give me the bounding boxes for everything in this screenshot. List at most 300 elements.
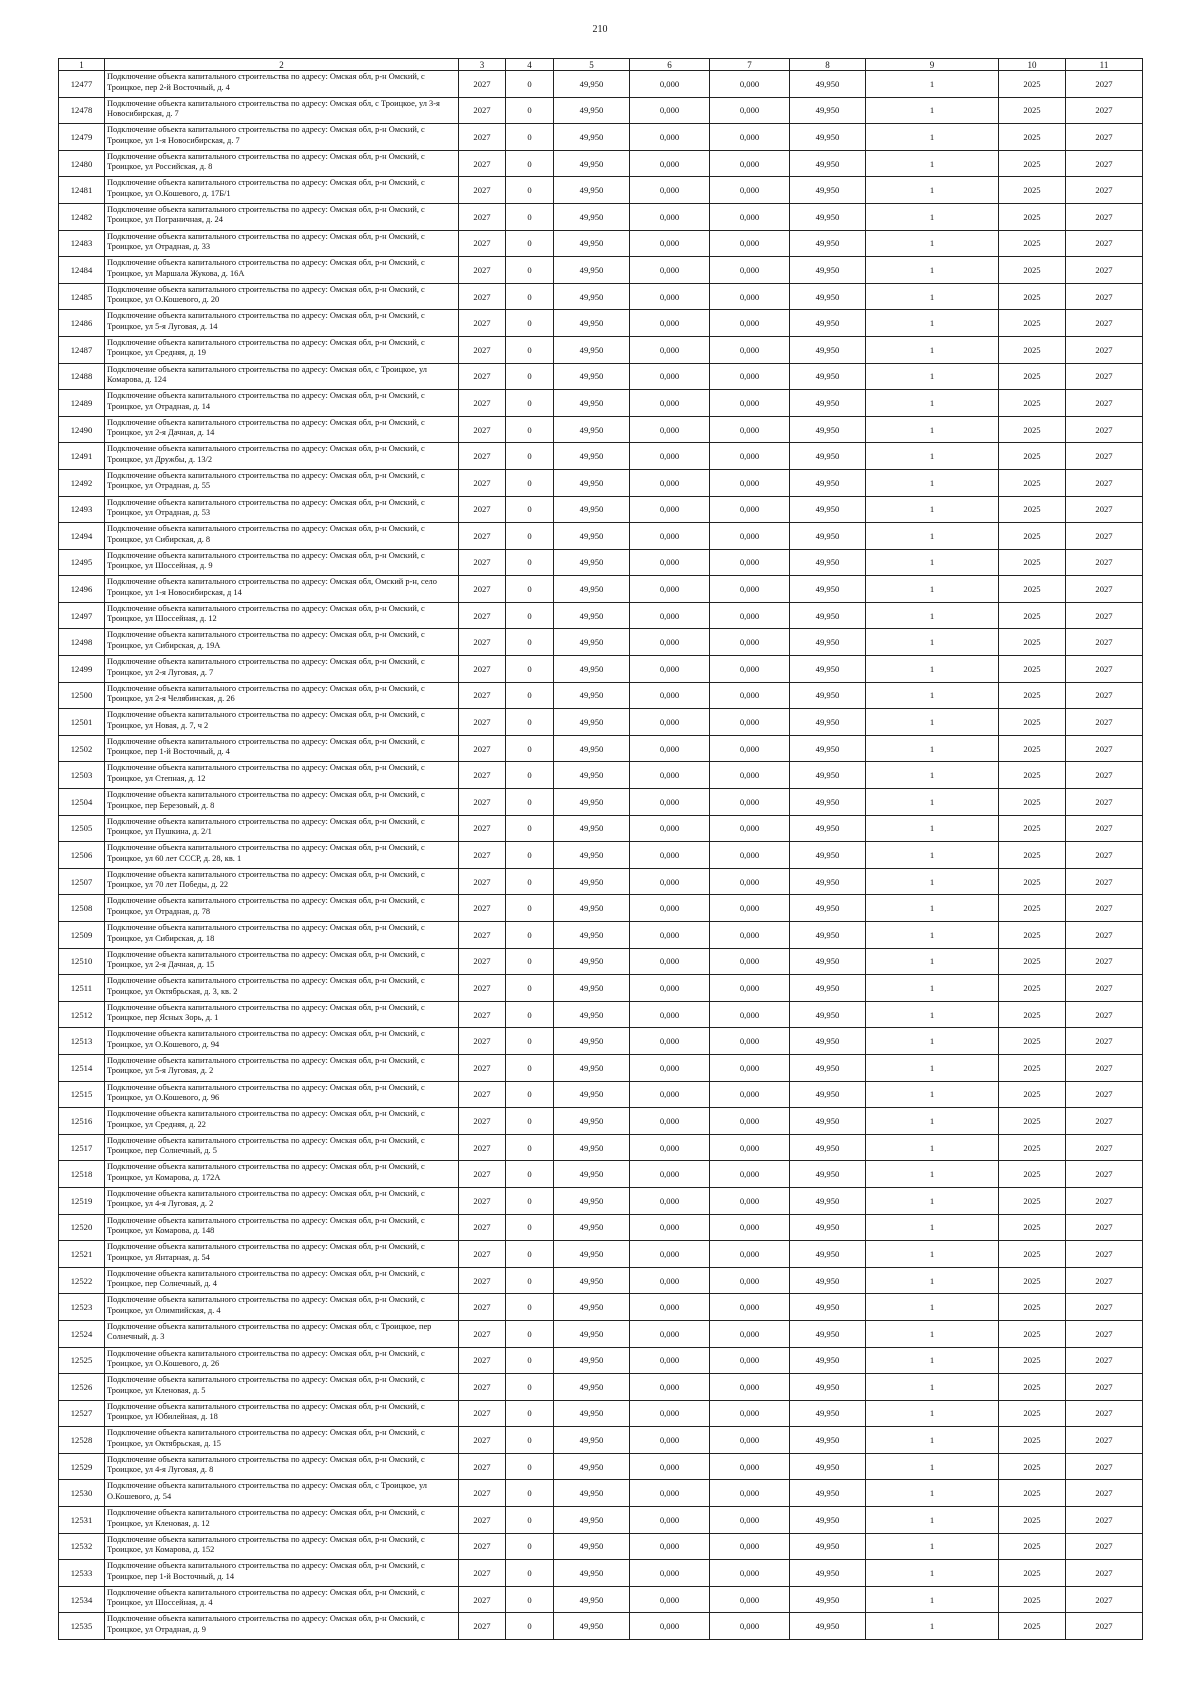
end-year-cell: 2027	[1066, 124, 1143, 151]
col4-cell: 0	[506, 310, 554, 337]
end-year-cell: 2027	[1066, 177, 1143, 204]
col7-cell: 0,000	[710, 1134, 790, 1161]
year-cell: 2027	[459, 576, 506, 603]
col4-cell: 0	[506, 895, 554, 922]
col8-cell: 49,950	[790, 1320, 866, 1347]
start-year-cell: 2025	[999, 310, 1066, 337]
row-number-cell: 12527	[59, 1400, 105, 1427]
end-year-cell: 2027	[1066, 496, 1143, 523]
table-row	[59, 1613, 1143, 1640]
start-year-cell: 2025	[999, 416, 1066, 443]
end-year-cell: 2027	[1066, 150, 1143, 177]
year-cell: 2027	[459, 1453, 506, 1480]
col7-cell: 0,000	[710, 1241, 790, 1268]
col6-cell: 0,000	[630, 390, 710, 417]
start-year-cell: 2025	[999, 868, 1066, 895]
description-cell: Подключение объекта капитального строительства по адресу: Омская обл, р-н Омский, с Троицкое, ул Отрадная, д. 9	[105, 1613, 459, 1640]
description-cell: Подключение объекта капитального строительства по адресу: Омская обл, р-н Омский, с Троицкое, ул Октябрьская, д. 15	[105, 1427, 459, 1454]
col5-cell: 49,950	[554, 1028, 630, 1055]
col6-cell: 0,000	[630, 1161, 710, 1188]
table-row	[59, 1081, 1143, 1108]
col6-cell: 0,000	[630, 1081, 710, 1108]
col9-cell: 1	[866, 283, 999, 310]
table-row	[59, 1187, 1143, 1214]
description-cell: Подключение объекта капитального строительства по адресу: Омская обл, р-н Омский, с Троицкое, ул Сибирская, д. 8	[105, 523, 459, 550]
table-row	[59, 842, 1143, 869]
col5-cell: 49,950	[554, 1241, 630, 1268]
col4-cell: 0	[506, 1320, 554, 1347]
start-year-cell: 2025	[999, 1081, 1066, 1108]
col5-cell: 49,950	[554, 310, 630, 337]
start-year-cell: 2025	[999, 71, 1066, 98]
start-year-cell: 2025	[999, 1001, 1066, 1028]
col9-cell: 1	[866, 602, 999, 629]
row-number-cell: 12533	[59, 1560, 105, 1587]
col6-cell: 0,000	[630, 1374, 710, 1401]
description-cell: Подключение объекта капитального строительства по адресу: Омская обл, р-н Омский, с Троицкое, ул Российская, д. 8	[105, 150, 459, 177]
table-row	[59, 230, 1143, 257]
col9-cell: 1	[866, 1134, 999, 1161]
col8-cell: 49,950	[790, 1400, 866, 1427]
start-year-cell: 2025	[999, 1480, 1066, 1507]
table-header	[59, 59, 1143, 71]
col5-cell: 49,950	[554, 1187, 630, 1214]
start-year-cell: 2025	[999, 390, 1066, 417]
col9-cell: 1	[866, 1108, 999, 1135]
description-cell: Подключение объекта капитального строительства по адресу: Омская обл, р-н Омский, с Троицкое, ул Комарова, д. 148	[105, 1214, 459, 1241]
row-number-cell: 12499	[59, 656, 105, 683]
row-number-cell: 12521	[59, 1241, 105, 1268]
end-year-cell: 2027	[1066, 602, 1143, 629]
col9-cell: 1	[866, 895, 999, 922]
row-number-cell: 12478	[59, 97, 105, 124]
col9-cell: 1	[866, 1560, 999, 1587]
col8-cell: 49,950	[790, 1427, 866, 1454]
col8-cell: 49,950	[790, 336, 866, 363]
col4-cell: 0	[506, 842, 554, 869]
description-cell: Подключение объекта капитального строительства по адресу: Омская обл, р-н Омский, с Троицкое, пер 2-й Восточный, д. 4	[105, 71, 459, 98]
col4-cell: 0	[506, 709, 554, 736]
col6-cell: 0,000	[630, 895, 710, 922]
col9-cell: 1	[866, 815, 999, 842]
description-cell: Подключение объекта капитального строительства по адресу: Омская обл, р-н Омский, с Троицкое, ул Дружбы, д. 13/2	[105, 443, 459, 470]
row-number-cell: 12519	[59, 1187, 105, 1214]
col8-cell: 49,950	[790, 576, 866, 603]
col9-cell: 1	[866, 257, 999, 284]
row-number-cell: 12528	[59, 1427, 105, 1454]
column-header: 1	[59, 59, 105, 71]
col5-cell: 49,950	[554, 895, 630, 922]
col6-cell: 0,000	[630, 762, 710, 789]
year-cell: 2027	[459, 363, 506, 390]
end-year-cell: 2027	[1066, 1187, 1143, 1214]
col7-cell: 0,000	[710, 1480, 790, 1507]
column-header: 5	[554, 59, 630, 71]
col6-cell: 0,000	[630, 735, 710, 762]
start-year-cell: 2025	[999, 1320, 1066, 1347]
row-number-cell: 12529	[59, 1453, 105, 1480]
start-year-cell: 2025	[999, 1347, 1066, 1374]
col9-cell: 1	[866, 762, 999, 789]
year-cell: 2027	[459, 895, 506, 922]
year-cell: 2027	[459, 1613, 506, 1640]
col5-cell: 49,950	[554, 1081, 630, 1108]
col6-cell: 0,000	[630, 656, 710, 683]
col5-cell: 49,950	[554, 1453, 630, 1480]
row-number-cell: 12486	[59, 310, 105, 337]
col7-cell: 0,000	[710, 682, 790, 709]
col6-cell: 0,000	[630, 629, 710, 656]
col4-cell: 0	[506, 1134, 554, 1161]
row-number-cell: 12535	[59, 1613, 105, 1640]
col9-cell: 1	[866, 1161, 999, 1188]
start-year-cell: 2025	[999, 283, 1066, 310]
end-year-cell: 2027	[1066, 1347, 1143, 1374]
col7-cell: 0,000	[710, 443, 790, 470]
col4-cell: 0	[506, 1533, 554, 1560]
table-row	[59, 1294, 1143, 1321]
col5-cell: 49,950	[554, 1054, 630, 1081]
year-cell: 2027	[459, 1001, 506, 1028]
col4-cell: 0	[506, 1480, 554, 1507]
description-cell: Подключение объекта капитального строительства по адресу: Омская обл, р-н Омский, с Троицкое, ул 2-я Дачная, д. 15	[105, 948, 459, 975]
col6-cell: 0,000	[630, 948, 710, 975]
col6-cell: 0,000	[630, 336, 710, 363]
table-row	[59, 1267, 1143, 1294]
col8-cell: 49,950	[790, 948, 866, 975]
year-cell: 2027	[459, 868, 506, 895]
row-number-cell: 12494	[59, 523, 105, 550]
table-row	[59, 922, 1143, 949]
column-header: 2	[105, 59, 459, 71]
col6-cell: 0,000	[630, 1427, 710, 1454]
col9-cell: 1	[866, 1001, 999, 1028]
col5-cell: 49,950	[554, 868, 630, 895]
row-number-cell: 12512	[59, 1001, 105, 1028]
year-cell: 2027	[459, 1374, 506, 1401]
col9-cell: 1	[866, 1054, 999, 1081]
end-year-cell: 2027	[1066, 656, 1143, 683]
start-year-cell: 2025	[999, 1533, 1066, 1560]
col4-cell: 0	[506, 656, 554, 683]
year-cell: 2027	[459, 1294, 506, 1321]
start-year-cell: 2025	[999, 789, 1066, 816]
col4-cell: 0	[506, 1453, 554, 1480]
description-cell: Подключение объекта капитального строительства по адресу: Омская обл, р-н Омский, с Троицкое, пер Солнечный, д. 5	[105, 1134, 459, 1161]
col7-cell: 0,000	[710, 1081, 790, 1108]
column-header: 9	[866, 59, 999, 71]
col4-cell: 0	[506, 1560, 554, 1587]
col7-cell: 0,000	[710, 496, 790, 523]
start-year-cell: 2025	[999, 762, 1066, 789]
col9-cell: 1	[866, 922, 999, 949]
description-cell: Подключение объекта капитального строительства по адресу: Омская обл, р-н Омский, с Троицкое, ул 4-я Луговая, д. 2	[105, 1187, 459, 1214]
table-row	[59, 1560, 1143, 1587]
year-cell: 2027	[459, 1214, 506, 1241]
col8-cell: 49,950	[790, 97, 866, 124]
start-year-cell: 2025	[999, 150, 1066, 177]
start-year-cell: 2025	[999, 336, 1066, 363]
row-number-cell: 12483	[59, 230, 105, 257]
row-number-cell: 12496	[59, 576, 105, 603]
end-year-cell: 2027	[1066, 842, 1143, 869]
col5-cell: 49,950	[554, 1294, 630, 1321]
column-header: 7	[710, 59, 790, 71]
col4-cell: 0	[506, 762, 554, 789]
description-cell: Подключение объекта капитального строительства по адресу: Омская обл, р-н Омский, с Троицкое, ул 4-я Луговая, д. 8	[105, 1453, 459, 1480]
description-cell: Подключение объекта капитального строительства по адресу: Омская обл, р-н Омский, с Троицкое, ул Шоссейная, д. 12	[105, 602, 459, 629]
col6-cell: 0,000	[630, 975, 710, 1002]
col7-cell: 0,000	[710, 1108, 790, 1135]
col9-cell: 1	[866, 1347, 999, 1374]
col5-cell: 49,950	[554, 709, 630, 736]
col6-cell: 0,000	[630, 1001, 710, 1028]
end-year-cell: 2027	[1066, 762, 1143, 789]
row-number-cell: 12509	[59, 922, 105, 949]
description-cell: Подключение объекта капитального строительства по адресу: Омская обл, р-н Омский, с Троицкое, ул Кленовая, д. 12	[105, 1507, 459, 1534]
col5-cell: 49,950	[554, 1214, 630, 1241]
col8-cell: 49,950	[790, 1081, 866, 1108]
col5-cell: 49,950	[554, 815, 630, 842]
col5-cell: 49,950	[554, 1347, 630, 1374]
year-cell: 2027	[459, 97, 506, 124]
col5-cell: 49,950	[554, 975, 630, 1002]
col8-cell: 49,950	[790, 602, 866, 629]
description-cell: Подключение объекта капитального строительства по адресу: Омская обл, р-н Омский, с Троицкое, ул Комарова, д. 152	[105, 1533, 459, 1560]
col8-cell: 49,950	[790, 177, 866, 204]
row-number-cell: 12524	[59, 1320, 105, 1347]
description-cell: Подключение объекта капитального строительства по адресу: Омская обл, р-н Омский, с Троицкое, ул О.Кошевого, д. 20	[105, 283, 459, 310]
col8-cell: 49,950	[790, 1161, 866, 1188]
year-cell: 2027	[459, 1586, 506, 1613]
col6-cell: 0,000	[630, 549, 710, 576]
col6-cell: 0,000	[630, 868, 710, 895]
end-year-cell: 2027	[1066, 735, 1143, 762]
col4-cell: 0	[506, 390, 554, 417]
col4-cell: 0	[506, 496, 554, 523]
end-year-cell: 2027	[1066, 1480, 1143, 1507]
col8-cell: 49,950	[790, 203, 866, 230]
table-row	[59, 469, 1143, 496]
end-year-cell: 2027	[1066, 682, 1143, 709]
col7-cell: 0,000	[710, 124, 790, 151]
col6-cell: 0,000	[630, 682, 710, 709]
col6-cell: 0,000	[630, 124, 710, 151]
col6-cell: 0,000	[630, 496, 710, 523]
col4-cell: 0	[506, 602, 554, 629]
column-header: 8	[790, 59, 866, 71]
end-year-cell: 2027	[1066, 1241, 1143, 1268]
end-year-cell: 2027	[1066, 230, 1143, 257]
end-year-cell: 2027	[1066, 1374, 1143, 1401]
col7-cell: 0,000	[710, 815, 790, 842]
col9-cell: 1	[866, 842, 999, 869]
col6-cell: 0,000	[630, 1507, 710, 1534]
col7-cell: 0,000	[710, 895, 790, 922]
col7-cell: 0,000	[710, 97, 790, 124]
year-cell: 2027	[459, 789, 506, 816]
col6-cell: 0,000	[630, 363, 710, 390]
col9-cell: 1	[866, 150, 999, 177]
col8-cell: 49,950	[790, 895, 866, 922]
table-row	[59, 576, 1143, 603]
col8-cell: 49,950	[790, 1586, 866, 1613]
col6-cell: 0,000	[630, 815, 710, 842]
col8-cell: 49,950	[790, 735, 866, 762]
description-cell: Подключение объекта капитального строительства по адресу: Омская обл, с Троицкое, пер Солнечный, д. 3	[105, 1320, 459, 1347]
col5-cell: 49,950	[554, 443, 630, 470]
col6-cell: 0,000	[630, 283, 710, 310]
description-cell: Подключение объекта капитального строительства по адресу: Омская обл, р-н Омский, с Троицкое, ул Шоссейная, д. 4	[105, 1586, 459, 1613]
start-year-cell: 2025	[999, 922, 1066, 949]
table-row	[59, 762, 1143, 789]
end-year-cell: 2027	[1066, 416, 1143, 443]
col9-cell: 1	[866, 1400, 999, 1427]
end-year-cell: 2027	[1066, 523, 1143, 550]
col8-cell: 49,950	[790, 1374, 866, 1401]
table-row	[59, 1347, 1143, 1374]
col5-cell: 49,950	[554, 336, 630, 363]
col4-cell: 0	[506, 363, 554, 390]
year-cell: 2027	[459, 842, 506, 869]
description-cell: Подключение объекта капитального строительства по адресу: Омская обл, р-н Омский, с Троицкое, ул Отрадная, д. 78	[105, 895, 459, 922]
description-cell: Подключение объекта капитального строительства по адресу: Омская обл, р-н Омский, с Троицкое, ул О.Кошевого, д. 17Б/1	[105, 177, 459, 204]
col4-cell: 0	[506, 523, 554, 550]
end-year-cell: 2027	[1066, 1294, 1143, 1321]
col6-cell: 0,000	[630, 1400, 710, 1427]
col8-cell: 49,950	[790, 230, 866, 257]
start-year-cell: 2025	[999, 576, 1066, 603]
col6-cell: 0,000	[630, 1054, 710, 1081]
col8-cell: 49,950	[790, 1214, 866, 1241]
col4-cell: 0	[506, 1054, 554, 1081]
table-row	[59, 1453, 1143, 1480]
col5-cell: 49,950	[554, 496, 630, 523]
col7-cell: 0,000	[710, 1586, 790, 1613]
col9-cell: 1	[866, 363, 999, 390]
col6-cell: 0,000	[630, 230, 710, 257]
col5-cell: 49,950	[554, 842, 630, 869]
description-cell: Подключение объекта капитального строительства по адресу: Омская обл, р-н Омский, с Троицкое, ул Отрадная, д. 53	[105, 496, 459, 523]
col8-cell: 49,950	[790, 868, 866, 895]
data-table	[58, 58, 1143, 1640]
col5-cell: 49,950	[554, 1427, 630, 1454]
year-cell: 2027	[459, 1347, 506, 1374]
end-year-cell: 2027	[1066, 1081, 1143, 1108]
year-cell: 2027	[459, 948, 506, 975]
col7-cell: 0,000	[710, 789, 790, 816]
table-row	[59, 150, 1143, 177]
row-number-cell: 12492	[59, 469, 105, 496]
column-header: 10	[999, 59, 1066, 71]
table-row	[59, 336, 1143, 363]
col6-cell: 0,000	[630, 1480, 710, 1507]
col6-cell: 0,000	[630, 789, 710, 816]
table-row	[59, 1533, 1143, 1560]
col8-cell: 49,950	[790, 656, 866, 683]
col9-cell: 1	[866, 1320, 999, 1347]
year-cell: 2027	[459, 1054, 506, 1081]
col8-cell: 49,950	[790, 1560, 866, 1587]
col8-cell: 49,950	[790, 363, 866, 390]
table-row	[59, 1161, 1143, 1188]
col4-cell: 0	[506, 336, 554, 363]
col7-cell: 0,000	[710, 1560, 790, 1587]
end-year-cell: 2027	[1066, 97, 1143, 124]
col5-cell: 49,950	[554, 1001, 630, 1028]
col6-cell: 0,000	[630, 1347, 710, 1374]
col7-cell: 0,000	[710, 735, 790, 762]
end-year-cell: 2027	[1066, 709, 1143, 736]
col4-cell: 0	[506, 469, 554, 496]
col5-cell: 49,950	[554, 762, 630, 789]
table-row	[59, 868, 1143, 895]
col9-cell: 1	[866, 71, 999, 98]
col4-cell: 0	[506, 1187, 554, 1214]
row-number-cell: 12484	[59, 257, 105, 284]
col6-cell: 0,000	[630, 97, 710, 124]
col9-cell: 1	[866, 1294, 999, 1321]
table-row	[59, 124, 1143, 151]
start-year-cell: 2025	[999, 549, 1066, 576]
table-row	[59, 895, 1143, 922]
col6-cell: 0,000	[630, 310, 710, 337]
col7-cell: 0,000	[710, 1320, 790, 1347]
table-body	[59, 71, 1143, 1640]
col7-cell: 0,000	[710, 1427, 790, 1454]
col8-cell: 49,950	[790, 523, 866, 550]
col6-cell: 0,000	[630, 1613, 710, 1640]
start-year-cell: 2025	[999, 1586, 1066, 1613]
col8-cell: 49,950	[790, 310, 866, 337]
col4-cell: 0	[506, 735, 554, 762]
row-number-cell: 12506	[59, 842, 105, 869]
col5-cell: 49,950	[554, 71, 630, 98]
row-number-cell: 12532	[59, 1533, 105, 1560]
description-cell: Подключение объекта капитального строительства по адресу: Омская обл, р-н Омский, с Троицкое, ул Отрадная, д. 14	[105, 390, 459, 417]
year-cell: 2027	[459, 283, 506, 310]
start-year-cell: 2025	[999, 469, 1066, 496]
table-row	[59, 815, 1143, 842]
col8-cell: 49,950	[790, 257, 866, 284]
end-year-cell: 2027	[1066, 1453, 1143, 1480]
start-year-cell: 2025	[999, 709, 1066, 736]
description-cell: Подключение объекта капитального строительства по адресу: Омская обл, р-н Омский, с Троицкое, пер 1-й Восточный, д. 14	[105, 1560, 459, 1587]
description-cell: Подключение объекта капитального строительства по адресу: Омская обл, р-н Омский, с Троицкое, ул О.Кошевого, д. 26	[105, 1347, 459, 1374]
year-cell: 2027	[459, 336, 506, 363]
col4-cell: 0	[506, 1161, 554, 1188]
start-year-cell: 2025	[999, 1400, 1066, 1427]
end-year-cell: 2027	[1066, 1400, 1143, 1427]
description-cell: Подключение объекта капитального строительства по адресу: Омская обл, р-н Омский, с Троицкое, ул Маршала Жукова, д. 16А	[105, 257, 459, 284]
col6-cell: 0,000	[630, 443, 710, 470]
end-year-cell: 2027	[1066, 390, 1143, 417]
row-number-cell: 12498	[59, 629, 105, 656]
end-year-cell: 2027	[1066, 1028, 1143, 1055]
col4-cell: 0	[506, 789, 554, 816]
col9-cell: 1	[866, 230, 999, 257]
end-year-cell: 2027	[1066, 1108, 1143, 1135]
col9-cell: 1	[866, 656, 999, 683]
start-year-cell: 2025	[999, 97, 1066, 124]
col8-cell: 49,950	[790, 922, 866, 949]
end-year-cell: 2027	[1066, 283, 1143, 310]
col5-cell: 49,950	[554, 469, 630, 496]
start-year-cell: 2025	[999, 1507, 1066, 1534]
year-cell: 2027	[459, 629, 506, 656]
col8-cell: 49,950	[790, 443, 866, 470]
end-year-cell: 2027	[1066, 975, 1143, 1002]
